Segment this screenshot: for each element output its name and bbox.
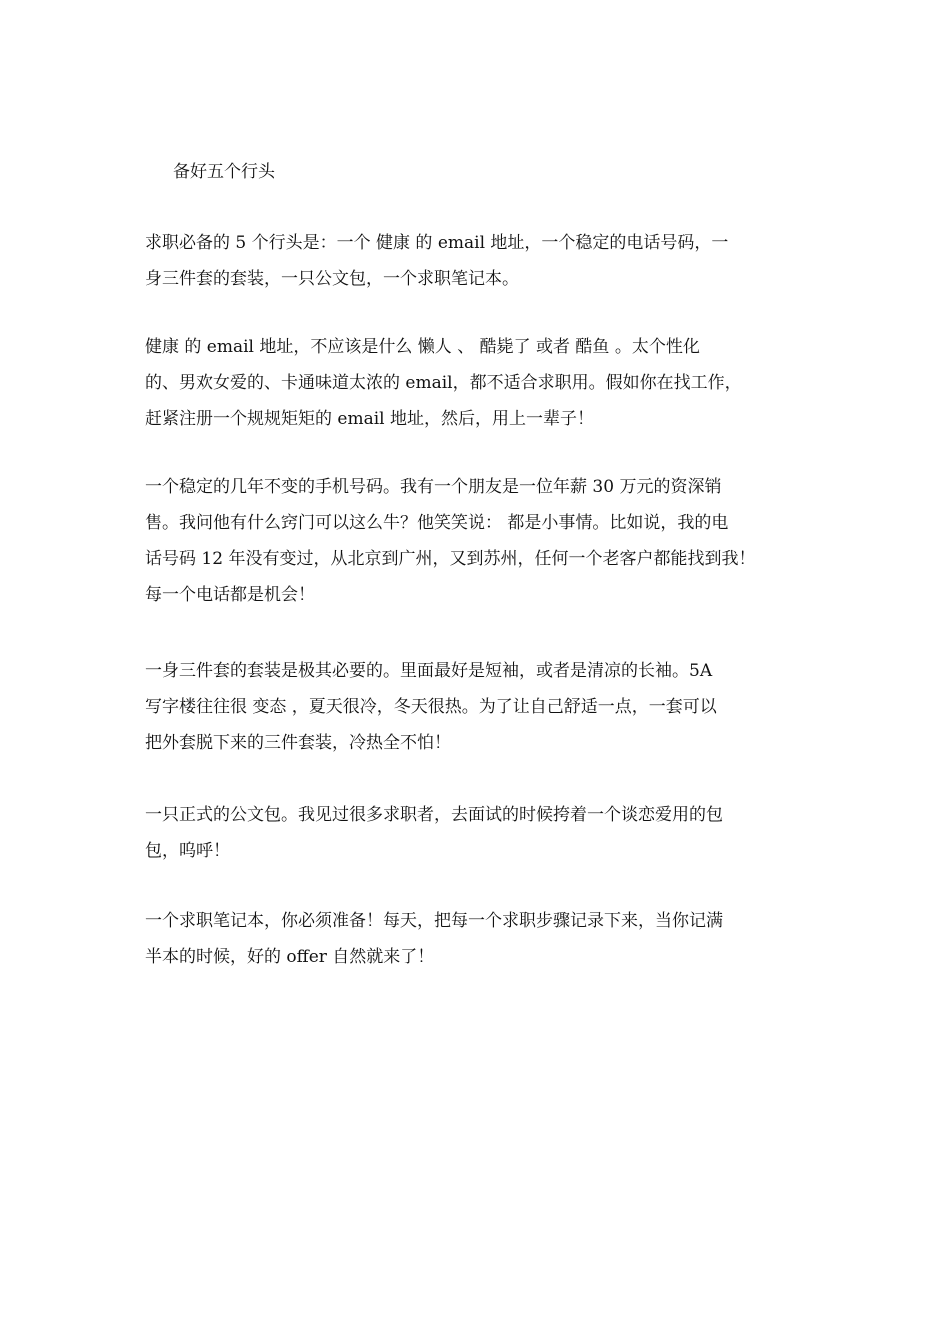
- paragraph-briefcase: [145, 797, 810, 869]
- paragraph-line: 求职必备的 5 个行头是：一个 健康 的 email 地址，一个稳定的电话号码，一: [145, 233, 729, 253]
- paragraph-line: 每一个电话都是机会！: [145, 585, 315, 605]
- paragraph-email: [145, 329, 810, 437]
- paragraph-line: 一个稳定的几年不变的手机号码。我有一个朋友是一位年薪 30 万元的资深销: [145, 477, 722, 497]
- paragraph-line: 包，呜呼！: [145, 841, 230, 861]
- paragraph-line: 话号码 12 年没有变过，从北京到广州，又到苏州，任何一个老客户都能找到我！: [145, 549, 756, 569]
- paragraph-line: 健康 的 email 地址，不应该是什么 懒人 、 酷毙了 或者 酷鱼 。太个性化: [145, 337, 700, 357]
- paragraph-line: 半本的时候，好的 offer 自然就来了！: [145, 947, 435, 967]
- paragraph-intro: [145, 225, 810, 297]
- paragraph-line: 身三件套的套装，一只公文包，一个求职笔记本。: [145, 269, 519, 289]
- paragraph-line: 的、男欢女爱的、卡通味道太浓的 email，都不适合求职用。假如你在找工作，: [145, 373, 742, 393]
- paragraph-line: 把外套脱下来的三件套装，冷热全不怕！: [145, 733, 451, 753]
- paragraph-line: 一只正式的公文包。我见过很多求职者，去面试的时候挎着一个谈恋爱用的包: [145, 805, 723, 825]
- paragraph-line: 一个求职笔记本，你必须准备！每天，把每一个求职步骤记录下来，当你记满: [145, 911, 723, 931]
- paragraph-phone: [145, 469, 810, 613]
- document-title: 备好五个行头: [173, 162, 275, 182]
- paragraph-line: 写字楼往往很 变态 ，夏天很冷，冬天很热。为了让自己舒适一点，一套可以: [145, 697, 717, 717]
- paragraph-suit: [145, 653, 810, 761]
- paragraph-line: 赶紧注册一个规规矩矩的 email 地址，然后，用上一辈子！: [145, 409, 594, 429]
- paragraph-notebook: [145, 903, 810, 975]
- paragraph-line: 售。我问他有什么窍门可以这么牛？他笑笑说： 都是小事情。比如说，我的电: [145, 513, 729, 533]
- paragraph-line: 一身三件套的套装是极其必要的。里面最好是短袖，或者是清凉的长袖。5A: [145, 661, 713, 681]
